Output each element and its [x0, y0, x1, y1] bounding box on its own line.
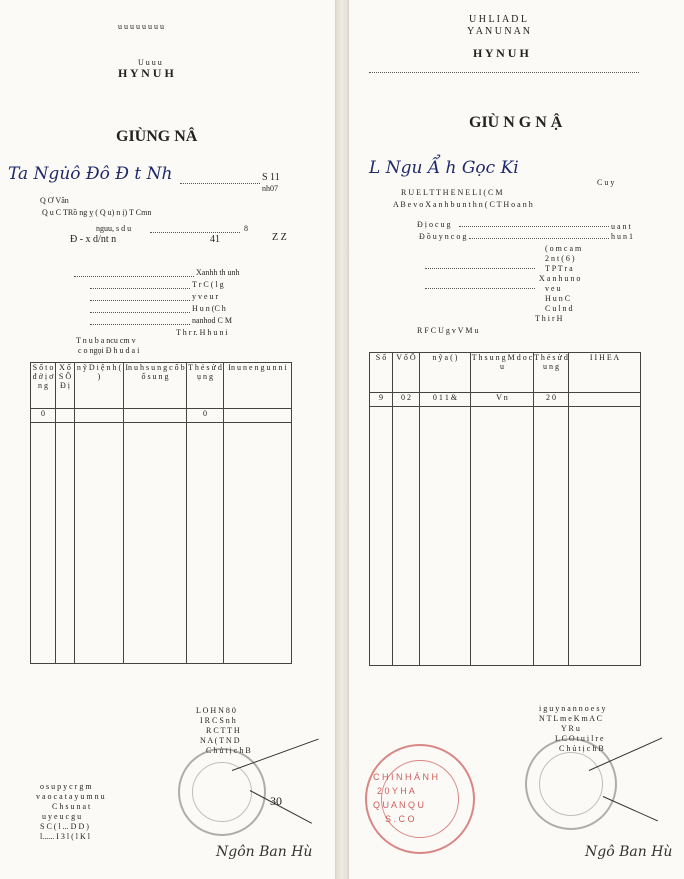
right-line-c: Đ ị o c u g — [417, 220, 451, 229]
left-addr-4: H u n (C h — [192, 304, 226, 313]
left-sign-2: I R C S n h — [200, 716, 236, 725]
left-signature-name: Ngôn Ban Hù — [216, 844, 313, 860]
left-register-table — [30, 362, 292, 664]
left-name-suffix-1: S 11 — [262, 172, 280, 183]
right-header-line1: U H L I A D L — [469, 14, 527, 25]
stamp-text: C H I N H Á N H — [373, 772, 439, 782]
left-sign-1: L O H N 8 0 — [196, 706, 236, 715]
right-addr-8: T h i r H — [535, 314, 563, 323]
right-line-c-right: u a n t — [611, 222, 631, 231]
table-header-cell: n ỹ D i ệ n h ( ) — [75, 363, 124, 409]
left-header-line3: H Y N U H — [118, 66, 174, 80]
left-line-c-right: 8 — [244, 224, 248, 233]
table-header-row — [370, 353, 641, 393]
table-header-cell: I I H E A — [569, 353, 641, 393]
stamp-text: S . C O — [385, 814, 415, 824]
left-sign-3: R C T T H — [206, 726, 240, 735]
left-note-1: o s u p y c r g m — [40, 782, 92, 791]
table-header-row — [31, 363, 292, 409]
table-header-cell: In u h s u n g c ố b ố s u n g — [124, 363, 187, 409]
left-sign-5: C h ủ t ị c h B — [206, 746, 251, 755]
table-cell: 9 — [370, 393, 393, 407]
left-header-line1: u u u u u u u u — [118, 22, 164, 31]
right-addr-7: C u l n d — [545, 304, 573, 313]
right-sign-5: C h ủ t ị c h B — [559, 744, 604, 753]
table-header-cell: T h s u n g M d o c u — [471, 353, 534, 393]
left-line-d-mid: 41 — [210, 234, 220, 245]
left-line-d-right: Z Z — [272, 232, 287, 243]
table-header-cell: V ố Ô — [393, 353, 420, 393]
left-addr-1: Xanhh th unh — [196, 268, 240, 277]
left-handwritten-name: Ta Ngu̇ô Đô Đ t Nh — [8, 164, 173, 184]
right-sign-1: i g u y n a n n o e s y — [539, 704, 606, 713]
right-pre-table: R F C U g v V M u — [417, 326, 479, 335]
right-addr-6: H u n C — [545, 294, 571, 303]
left-page — [0, 0, 336, 879]
right-signature-name: Ngô Ban Hù — [585, 844, 673, 860]
stamp-text: Q U A N Q U — [373, 800, 425, 810]
table-cell — [75, 409, 124, 423]
left-addr-3: y v e u r — [192, 292, 219, 301]
left-signature-number: 30 — [270, 794, 282, 808]
table-cell: 0 — [187, 409, 224, 423]
right-sign-4: L C O t u i l r e — [555, 734, 604, 743]
right-register-table — [369, 352, 641, 666]
table-row — [370, 393, 641, 407]
left-title: GIÙNG NÂ — [116, 128, 198, 145]
table-header-cell: S ố t o đ ở ị ơ n g — [31, 363, 56, 409]
left-pre-table-1: T n u b a ncu cm v — [76, 336, 136, 345]
right-title: GIÙ N G N Ậ — [469, 114, 563, 131]
left-line-b: Q u C TRồ ng ỵ ( Q u) n ị) T Cmn — [42, 208, 152, 217]
left-addr-2: T r C ( l g — [192, 280, 224, 289]
right-header-line3: H Y N U H — [473, 46, 529, 60]
left-note-5: S C ( l ... D D ) — [40, 822, 89, 831]
right-addr-2: 2 n t ( 6 ) — [545, 254, 575, 263]
left-note-4: u y e u c g u — [42, 812, 82, 821]
table-header-cell: In u n e n g u n n i — [224, 363, 292, 409]
signature-stroke — [603, 796, 658, 821]
table-cell: 0 — [31, 409, 56, 423]
left-note-3: C h s u n a t — [52, 802, 91, 811]
right-addr-4: X a n h u n o — [539, 274, 581, 283]
table-row — [370, 407, 641, 666]
seal-inner-ring — [192, 762, 252, 822]
right-addr-5: v e u — [545, 284, 561, 293]
seal-inner-ring — [539, 752, 603, 816]
table-cell — [56, 409, 75, 423]
right-line-a: R U E L T T H E N E L I ( C M — [401, 188, 503, 197]
left-line-c: nguu, s d u — [96, 224, 132, 233]
right-handwritten-name: L Ngu Ẩ h Gọc Ki — [369, 158, 519, 178]
table-cell: 2 0 — [534, 393, 569, 407]
right-sign-3: Y R u — [561, 724, 580, 733]
table-header-cell: n ỹ a ( ) — [420, 353, 471, 393]
right-line-b: A B e v o X a n h b u n t h n ( C T H o a n h — [393, 200, 533, 209]
right-sign-2: N T L m e K m A C — [539, 714, 602, 723]
table-row — [31, 409, 292, 423]
right-addr-3: T P T r a — [545, 264, 573, 273]
stamp-text: 2 0 Y H A — [377, 786, 415, 796]
left-addr-6: T h r r. H h u n i — [176, 328, 228, 337]
table-cell — [569, 393, 641, 407]
table-cell: 0 1 1 & — [420, 393, 471, 407]
right-page — [348, 0, 684, 879]
table-row — [31, 423, 292, 664]
left-sign-4: N A ( T N D — [200, 736, 240, 745]
right-line-d: Đ ồ u y n c o g — [419, 232, 467, 241]
table-header-cell: T h ẻ s ử d ụ n g — [187, 363, 224, 409]
left-name-suffix-2: nh07 — [262, 184, 278, 193]
right-addr-1: ( o m c a m — [545, 244, 582, 253]
left-line-a: Q Ơ Vân — [40, 196, 69, 205]
left-line-d: Đ - x d/nt n — [70, 234, 117, 245]
table-cell: V n — [471, 393, 534, 407]
table-header-cell: T h ẻ s ử d u n g — [534, 353, 569, 393]
book-gutter — [336, 0, 348, 879]
table-header-cell: S ố — [370, 353, 393, 393]
left-pre-table-2: c o ngọi Đ h u d a i — [78, 346, 140, 355]
right-name-suffix: C u y — [597, 178, 615, 187]
table-cell — [224, 409, 292, 423]
right-line-d-right: h u n 1 — [611, 232, 633, 241]
left-header-line2: U u u u — [138, 58, 162, 67]
table-cell — [124, 409, 187, 423]
table-header-cell: X ố S Ô Đ ị — [56, 363, 75, 409]
table-cell: 0 2 — [393, 393, 420, 407]
left-note-6: l...... I 3 l ( l K l — [40, 832, 90, 841]
left-note-2: v a o c a t a y u m n u — [36, 792, 105, 801]
right-header-line2: Y A N U N A N — [467, 26, 530, 37]
left-addr-5: nanhod C M — [192, 316, 232, 325]
